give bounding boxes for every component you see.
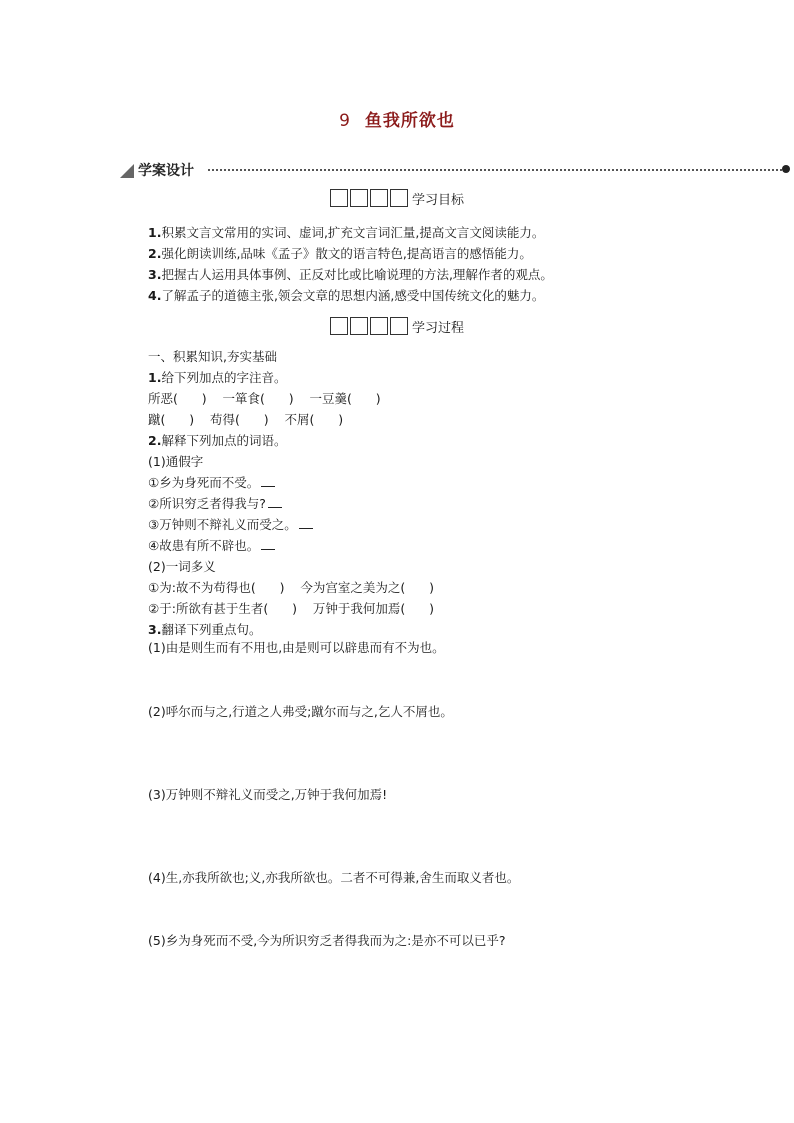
section-header [120,160,790,180]
answer-blank[interactable] [299,516,313,529]
question-1-row: 所恶( ) 一箪食( ) 一豆羹( ) [148,391,381,406]
goal-item: 1.积累文言文常用的实词、虚词,扩充文言词汇量,提高文言文阅读能力。 [148,225,545,240]
box-icon [390,317,408,335]
question-1: 1.给下列加点的字注音。 [148,370,287,385]
box-icon [370,189,388,207]
page-title [0,106,794,131]
translate-item: (2)呼尔而与之,行道之人弗受;蹴尔而与之,乞人不屑也。 [148,704,453,719]
list-item: ①乡为身死而不受。 [148,472,434,493]
answer-blank[interactable] [261,474,275,487]
translate-item: (5)乡为身死而不受,今为所识穷乏者得我而为之:是亦不可以已乎? [148,933,506,948]
box-icon [370,317,388,335]
process-heading [330,316,464,336]
process-heading-text: 学习过程 [412,320,465,336]
list-item: ③万钟则不辩礼义而受之。 [148,514,434,535]
box-icon [350,189,368,207]
goals-heading-text: 学习目标 [412,192,465,208]
dotted-divider [208,169,782,171]
translate-item: (4)生,亦我所欲也;义,亦我所欲也。二者不可得兼,舍生而取义者也。 [148,870,520,885]
box-icon [390,189,408,207]
question-1-row: 蹴( ) 苟得( ) 不屑( ) [148,412,344,427]
lesson-title: 鱼我所欲也 [364,111,455,131]
translate-item: (3)万钟则不辩礼义而受之,万钟于我何加焉! [148,787,388,802]
answer-blank[interactable] [268,495,282,508]
goal-item: 2.强化朗读训练,品味《孟子》散文的语言特色,提高语言的感悟能力。 [148,246,532,261]
goal-item: 4.了解孟子的道德主张,领会文章的思想内涵,感受中国传统文化的魅力。 [148,288,545,303]
box-icon [330,189,348,207]
goals-list [148,222,553,306]
question-3: 3.翻译下列重点句。 [148,622,262,637]
goals-heading [330,188,464,208]
list-item: ①为:故不为苟得也( ) 今为宫室之美为之( ) [148,580,434,595]
sub-heading: (2)一词多义 [148,559,216,574]
goal-item: 3.把握古人运用具体事例、正反对比或比喻说理的方法,理解作者的观点。 [148,267,553,282]
section-label: 学案设计 [138,163,194,179]
lesson-number: 9 [339,111,351,131]
translate-item: (1)由是则生而有不用也,由是则可以辟患而有不为也。 [148,640,445,655]
part-heading: 一、积累知识,夯实基础 [148,349,277,364]
question-2: 2.解释下列加点的词语。 [148,433,287,448]
sub-heading: (1)通假字 [148,454,204,469]
process-part1 [148,346,434,640]
answer-blank[interactable] [261,537,275,550]
triangle-icon [120,164,134,178]
list-item: ②所识穷乏者得我与? [148,493,434,514]
list-item: ④故患有所不辟也。 [148,535,434,556]
box-icon [350,317,368,335]
end-dot-icon [782,165,790,173]
box-icon [330,317,348,335]
list-item: ②于:所欲有甚于生者( ) 万钟于我何加焉( ) [148,601,434,616]
